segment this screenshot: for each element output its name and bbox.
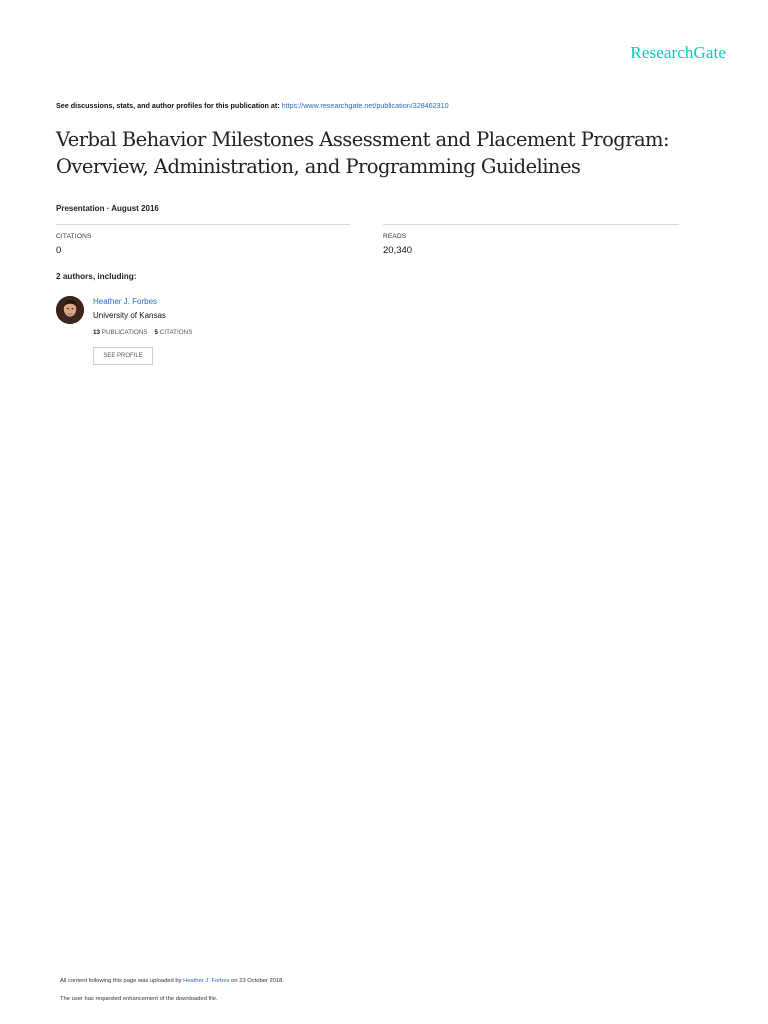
citations-label: CITATIONS	[56, 233, 92, 240]
publication-title	[56, 126, 736, 180]
author-institution: University of Kansas	[93, 311, 166, 320]
author-publications-label: PUBLICATIONS	[101, 329, 148, 336]
author-stats	[93, 329, 192, 336]
see-profile-button[interactable]: SEE PROFILE	[93, 347, 153, 365]
upload-notice-date: on 23 October 2018.	[231, 978, 285, 984]
citations-divider	[56, 224, 350, 225]
reads-value: 20,340	[383, 245, 413, 256]
author-photo-icon	[56, 296, 84, 324]
author-avatar[interactable]	[56, 296, 84, 324]
author-citations-count: 5	[154, 329, 159, 336]
upload-notice	[60, 978, 284, 984]
reads-label: READS	[383, 233, 407, 240]
author-name-link[interactable]: Heather J. Forbes	[93, 297, 158, 306]
publication-title-line-2: Overview, Administration, and Programming Guidelines	[56, 155, 581, 178]
author-citations-label: CITATIONS	[159, 329, 193, 336]
publication-title-line-1: Verbal Behavior Milestones Assessment and Placement Program:	[56, 128, 670, 151]
discussion-notice	[56, 101, 449, 110]
publication-type-date: Presentation · August 2016	[56, 204, 159, 213]
reads-divider	[383, 224, 679, 225]
researchgate-logo[interactable]: ResearchGate	[630, 43, 726, 62]
publication-url-link[interactable]: https://www.researchgate.net/publication/328462310	[281, 101, 449, 110]
uploader-link[interactable]: Heather J. Forbes	[183, 978, 230, 984]
authors-heading: 2 authors, including:	[56, 272, 137, 281]
upload-notice-prefix: All content following this page was uploaded by	[60, 978, 182, 984]
discussion-notice-text: See discussions, stats, and author profiles for this publication at:	[56, 101, 280, 110]
citations-value: 0	[56, 245, 62, 256]
author-publications-count: 13	[93, 329, 101, 336]
enhancement-notice: The user has requested enhancement of the downloaded file.	[60, 996, 218, 1002]
